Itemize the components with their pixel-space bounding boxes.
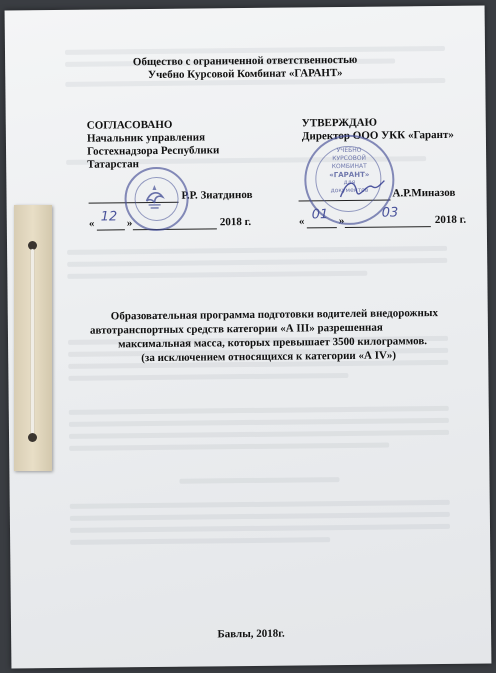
left-date-day-line xyxy=(97,229,125,230)
right-line1: Директор ООО УКК «Гарант» xyxy=(301,128,454,143)
left-signer-name: Р.Р. Зиатдинов xyxy=(181,188,253,202)
right-date-open: « xyxy=(298,215,305,228)
stamp-text-center: «ГАРАНТ» xyxy=(329,170,370,180)
left-heading: СОГЛАСОВАНО xyxy=(86,118,173,132)
right-date-day: 01 xyxy=(311,207,329,223)
stamp-text-bottom2: документов xyxy=(330,186,369,195)
left-year: 2018 г. xyxy=(219,215,252,229)
emblem-icon xyxy=(124,167,185,228)
stamp-text-bottom1: для xyxy=(343,178,356,186)
right-date-month-line xyxy=(345,226,431,228)
stamp-text-mid2: КОМБИНАТ xyxy=(331,162,367,171)
right-year: 2018 г. xyxy=(434,213,467,227)
left-date-open: « xyxy=(88,217,95,230)
program-line1: Образовательная программа подготовки водителей внедорожных xyxy=(110,307,438,323)
right-date-close: » xyxy=(338,214,345,228)
right-signer-name: А.Р.Миназов xyxy=(392,186,456,200)
stamp-text-mid: КУРСОВОЙ xyxy=(332,154,367,163)
binding-hole-bottom xyxy=(28,433,37,442)
place-and-year: Бавлы, 2018г. xyxy=(217,627,285,641)
left-date-day: 12 xyxy=(100,209,118,225)
left-line2: Гостехнадзора Республики xyxy=(86,144,220,158)
org-name-line1: Общество с ограниченной ответственностью xyxy=(132,53,358,69)
left-line1: Начальник управления xyxy=(86,131,206,145)
stamp-text-top: УЧЕБНО xyxy=(336,146,362,155)
gostekhnadzor-stamp xyxy=(124,167,189,232)
right-date-day-line xyxy=(307,227,337,228)
org-name-line2: Учебно Курсовой Комбинат «ГАРАНТ» xyxy=(147,66,343,82)
document-page xyxy=(5,6,492,669)
right-heading: УТВЕРЖДАЮ xyxy=(301,116,378,130)
binding-thread xyxy=(31,249,34,439)
director-signature xyxy=(336,175,386,206)
binding-strip xyxy=(14,205,52,471)
program-line3: максимальная масса, которых превышает 3500 килограммов. xyxy=(118,335,428,351)
left-line3: Татарстан xyxy=(87,158,139,171)
right-date-month: 03 xyxy=(381,205,399,221)
program-line4: (за исключением относящихся к категории «А IV») xyxy=(141,349,397,365)
program-line2: автотранспортных средств категории «А III» разрешенная xyxy=(89,321,383,337)
left-date-close: » xyxy=(126,217,133,230)
